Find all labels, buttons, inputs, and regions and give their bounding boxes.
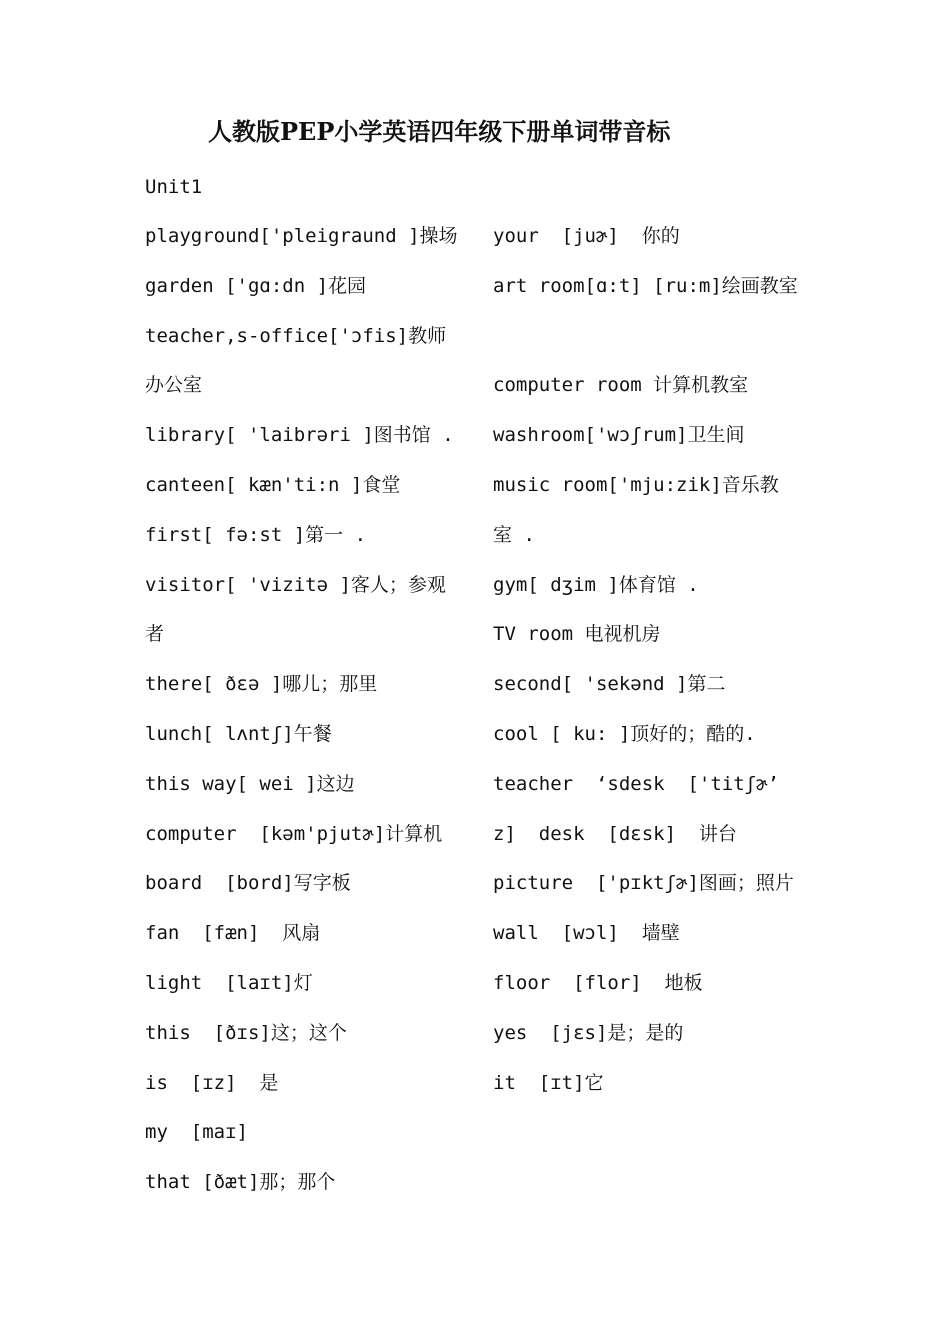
vocab-line: z] desk [dɛsk] 讲台 <box>493 822 737 845</box>
unit-heading: Unit1 <box>145 176 203 198</box>
vocab-line: your [juɚ] 你的 <box>493 225 680 247</box>
vocab-line: visitor[ 'vizitə ]客人；参观 <box>145 573 446 596</box>
vocab-line: this way[ wei ]这边 <box>145 772 355 795</box>
vocab-line: picture ['pɪktʃɚ]图画；照片 <box>493 872 794 895</box>
vocab-line: teacher,s-office['ɔfis]教师 <box>145 324 447 347</box>
vocab-line: cool [ ku: ]顶好的；酷的. <box>493 722 756 745</box>
vocab-line: fan [fæn] 风扇 <box>145 922 321 945</box>
vocab-line: garden ['gɑ:dn ]花园 <box>145 274 367 297</box>
vocab-line: lunch[ lʌntʃ]午餐 <box>145 722 332 745</box>
vocab-line: music room['mju:zik]音乐教 <box>493 473 779 496</box>
vocab-column-right <box>493 219 823 1115</box>
vocab-line: canteen[ kæn'ti:n ]食堂 <box>145 473 401 496</box>
vocab-line: washroom['wɔʃrum]卫生间 <box>493 424 745 447</box>
vocab-line: that [ðæt]那；那个 <box>145 1171 336 1194</box>
vocab-line: there[ ðɛə ]哪儿；那里 <box>145 673 378 696</box>
vocab-line: library[ 'laibrəri ]图书馆 . <box>145 424 454 447</box>
vocab-line: art room[ɑ:t] [ru:m]绘画教室 <box>493 274 798 297</box>
vocab-line: 者 <box>145 623 165 646</box>
vocab-line: gym[ dʒim ]体育馆 . <box>493 573 699 596</box>
vocab-line: playground['pleigraund ]操场 <box>145 225 458 247</box>
vocab-line: wall [wɔl] 墙壁 <box>493 922 680 945</box>
vocab-line: light [laɪt]灯 <box>145 971 313 994</box>
vocab-line: computer room 计算机教室 <box>493 374 749 397</box>
vocab-line: teacher ‘sdesk ['titʃɚ’ <box>493 772 779 795</box>
vocab-line: board [bord]写字板 <box>145 872 351 895</box>
vocab-line: TV room 电视机房 <box>493 623 661 646</box>
vocab-line <box>493 319 823 369</box>
vocab-line: computer [kəm'pjutɚ]计算机 <box>145 822 443 845</box>
vocab-line: this [ðɪs]这；这个 <box>145 1021 347 1044</box>
vocab-line: 办公室 <box>145 374 203 397</box>
vocab-line: yes [jɛs]是；是的 <box>493 1021 684 1044</box>
vocab-column-left <box>145 219 475 1215</box>
vocab-line: second[ 'sekənd ]第二 <box>493 673 726 696</box>
vocab-line: 室 . <box>493 523 535 546</box>
vocab-line: floor [flor] 地板 <box>493 971 703 994</box>
vocab-line: first[ fə:st ]第一 . <box>145 523 367 546</box>
vocab-line: is [ɪz] 是 <box>145 1071 279 1094</box>
vocab-line: my [maɪ] <box>145 1121 248 1144</box>
document-title: 人教版PEP小学英语四年级下册单词带音标 <box>208 117 671 146</box>
vocab-line: it [ɪt]它 <box>493 1071 604 1094</box>
